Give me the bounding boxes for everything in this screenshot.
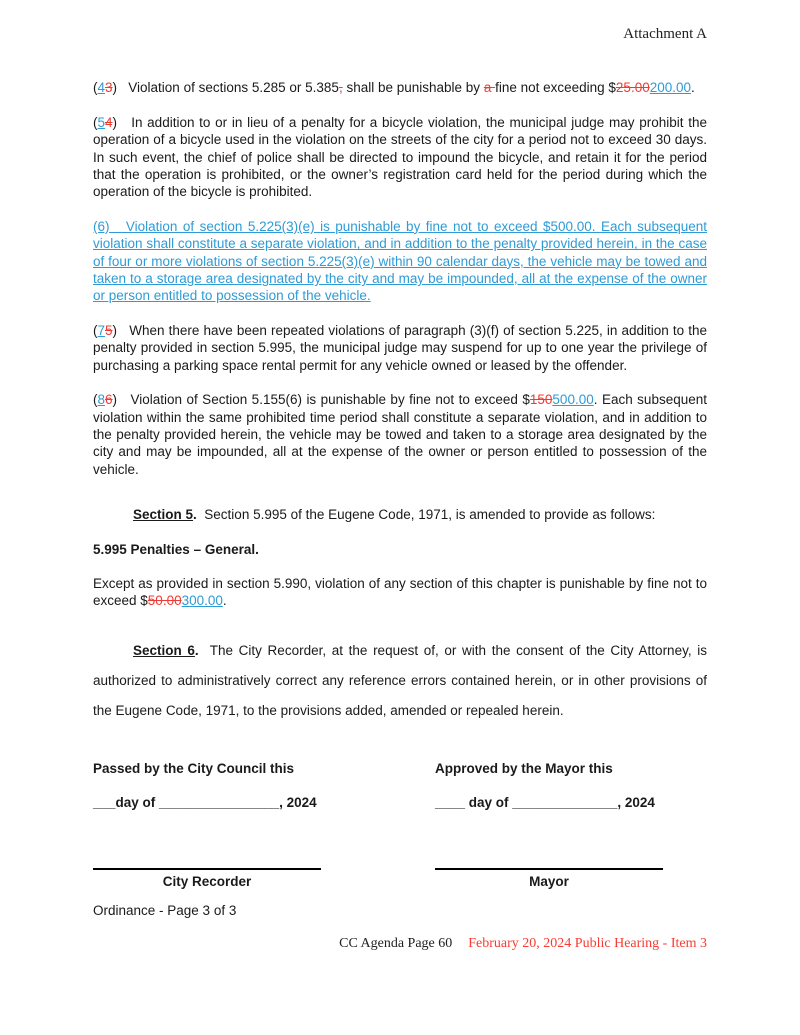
council-day-of-line: ___day of ________________, 2024: [93, 795, 317, 811]
paragraph-5-bicycle-violation: (54) In addition to or in lieu of a penalty for a bicycle violation, the municipal judge may prohibit the operation of a bicycle used in the violation on the streets of the city for a period not to exceed 30 days. In such event, the chief of police shall be directed to impound the bicycle, and retain it for the period that the operation is prohibited, or the owner’s registration card held for the period during which the operation of the bicycle is prohibited.: [93, 114, 707, 200]
mayor-label: Mayor: [529, 873, 569, 889]
council-signature-column: [93, 760, 435, 890]
approved-by-label: Approved by the Mayor this: [435, 760, 613, 776]
paragraph-8-section-5155: (86) Violation of Section 5.155(6) is punishable by fine not to exceed $150500.00. Each subsequent violation within the same prohibited time period shall constitute a separate violation, and in addition to the penalty provided herein, the vehicle may be towed and taken to a storage area designated by the city and may be impounded, all at the expense of the owner or person entitled to possession of the vehicle.: [93, 392, 707, 477]
signature-block: [93, 760, 707, 890]
ordinance-page-label: Ordinance - Page 3 of 3: [93, 902, 237, 918]
footer: [93, 935, 707, 952]
penalties-general-heading: 5.995 Penalties – General.: [93, 541, 259, 557]
public-hearing-label: February 20, 2024 Public Hearing - Item 3: [468, 936, 707, 952]
document-body: [93, 79, 707, 725]
section-5-heading: Section 5. Section 5.995 of the Eugene Code, 1971, is amended to provide as follows:: [133, 507, 656, 523]
mayor-signature-line: [435, 868, 663, 870]
city-recorder-signature-line: [93, 868, 321, 870]
city-recorder-label: City Recorder: [162, 873, 252, 889]
penalties-amount-paragraph: Except as provided in section 5.990, violation of any section of this chapter is punishable by fine not to exceed $50.00300.00.: [93, 575, 707, 609]
paragraph-7-parking-permit: (75) When there have been repeated violations of paragraph (3)(f) of section 5.225, in addition to the penalty provided in section 5.995, the municipal judge may suspend for up to one year the privilege of purchasing a parking space rental permit for any vehicle owned or leased by the offender.: [93, 322, 707, 373]
paragraph-4-violation-fines: (43) Violation of sections 5.285 or 5.385, shall be punishable by a fine not exceeding $25.00200.00.: [93, 80, 695, 96]
paragraph-6-new-insertion: (6) Violation of section 5.225(3)(e) is punishable by fine not to exceed $500.00. Each subsequent violation shall constitute a separate violation, and in addition to the penalty provided herein, in the case of four or more violations of section 5.225(3)(e) within 90 calendar days, the vehicle may be towed and taken to a storage area designated by the city and may be impounded, all at the expense of the owner or person entitled to possession of the vehicle.: [93, 218, 707, 304]
agenda-page-label: CC Agenda Page 60: [339, 936, 453, 952]
passed-by-label: Passed by the City Council this: [93, 760, 295, 776]
attachment-label: Attachment A: [623, 26, 707, 42]
mayor-signature-column: [435, 760, 707, 890]
mayor-day-of-line: ____ day of ______________, 2024: [435, 795, 655, 811]
section-6-paragraph: Section 6. The City Recorder, at the request of, or with the consent of the City Attorney, is authorized to administratively correct any reference errors contained herein, or in other provisions of the Eugene Code, 1971, to the provisions added, amended or repealed herein.: [93, 642, 707, 718]
